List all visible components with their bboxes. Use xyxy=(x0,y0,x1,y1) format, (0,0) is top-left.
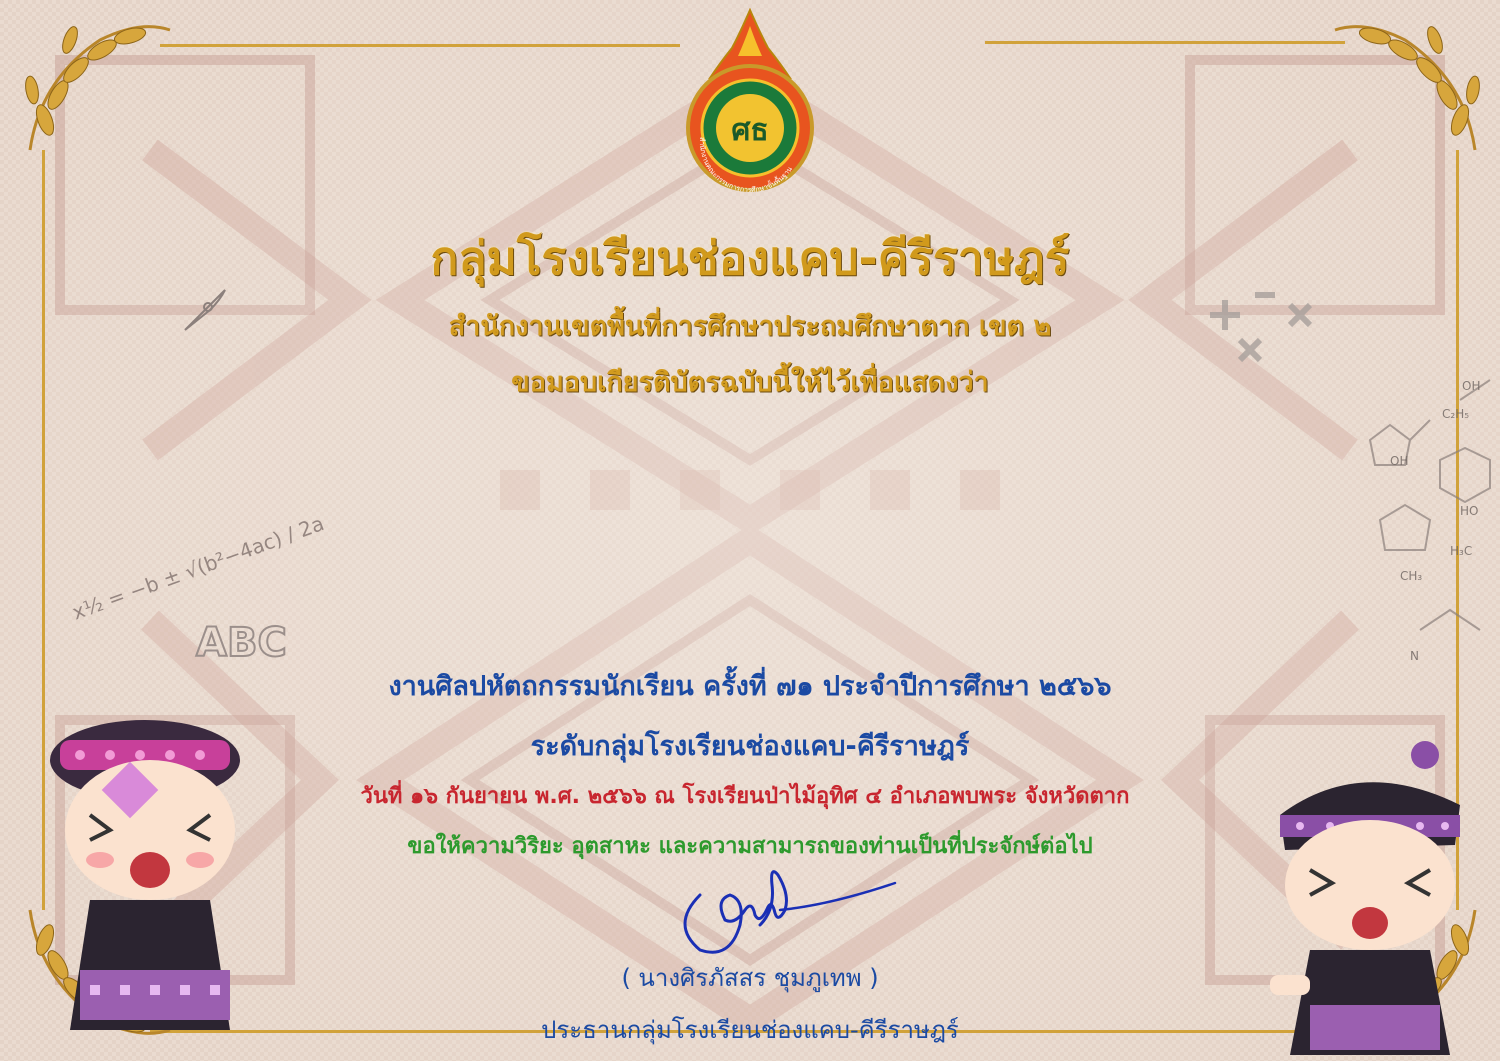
frame-top-right-line xyxy=(985,41,1345,44)
wish-line: ขอให้ความวิริยะ อุตสาหะ และความสามารถของท่านเป็นที่ประจักษ์ต่อไป xyxy=(407,834,1093,859)
presentation-line: ขอมอบเกียรติบัตรฉบับนี้ให้ไว้เพื่อแสดงว่า xyxy=(511,367,989,398)
emblem-ring-text: สำนักงานคณะกรรมการการศึกษาขั้นพื้นฐาน xyxy=(697,136,794,194)
svg-text:N: N xyxy=(1410,649,1419,663)
svg-text:ศธ: ศธ xyxy=(731,113,769,148)
event-level: ระดับกลุ่มโรงเรียนช่องแคบ-คีรีราษฎร์ xyxy=(530,731,970,762)
signature-image xyxy=(660,865,910,960)
frame-top-left-line xyxy=(160,44,680,47)
svg-text:CH₃: CH₃ xyxy=(1400,569,1423,583)
event-title: งานศิลปหัตถกรรมนักเรียน ครั้งที่ ๗๑ ประจำปีการศึกษา ๒๕๖๖ xyxy=(388,671,1112,702)
svg-text:x½ = −b ± √(b²−4ac) / 2a: x½ = −b ± √(b²−4ac) / 2a xyxy=(69,511,328,625)
abc-doodle: ABC xyxy=(196,620,287,666)
office-name: สำนักงานเขตพื้นที่การศึกษาประถมศึกษาตาก เขต ๒ xyxy=(448,311,1052,342)
chemistry-structure-doodle xyxy=(1350,360,1500,690)
date-place-line: วันที่ ๑๖ กันยายน พ.ศ. ๒๕๖๖ ณ โรงเรียนป่าไม้อุทิศ ๔ อำเภอพบพระ จังหวัดตาก xyxy=(360,784,1130,809)
svg-text:H₃C: H₃C xyxy=(1450,544,1473,558)
obec-emblem-logo xyxy=(680,8,820,194)
laurel-top-right-icon xyxy=(1325,10,1495,160)
signer-name: ( นางศิรภัสสร ชุมภูเทพ ) xyxy=(621,964,879,992)
svg-text:OH: OH xyxy=(1462,379,1481,393)
group-title: กลุ่มโรงเรียนช่องแคบ-คีรีราษฎร์ xyxy=(430,231,1070,285)
svg-text:OH: OH xyxy=(1390,454,1409,468)
signer-position: ประธานกลุ่มโรงเรียนช่องแคบ-คีรีราษฎร์ xyxy=(541,1016,959,1044)
laurel-top-left-icon xyxy=(10,10,180,160)
svg-text:HO: HO xyxy=(1460,504,1479,518)
math-formula-doodle xyxy=(55,511,328,630)
svg-text:C₂H₅: C₂H₅ xyxy=(1442,407,1470,421)
